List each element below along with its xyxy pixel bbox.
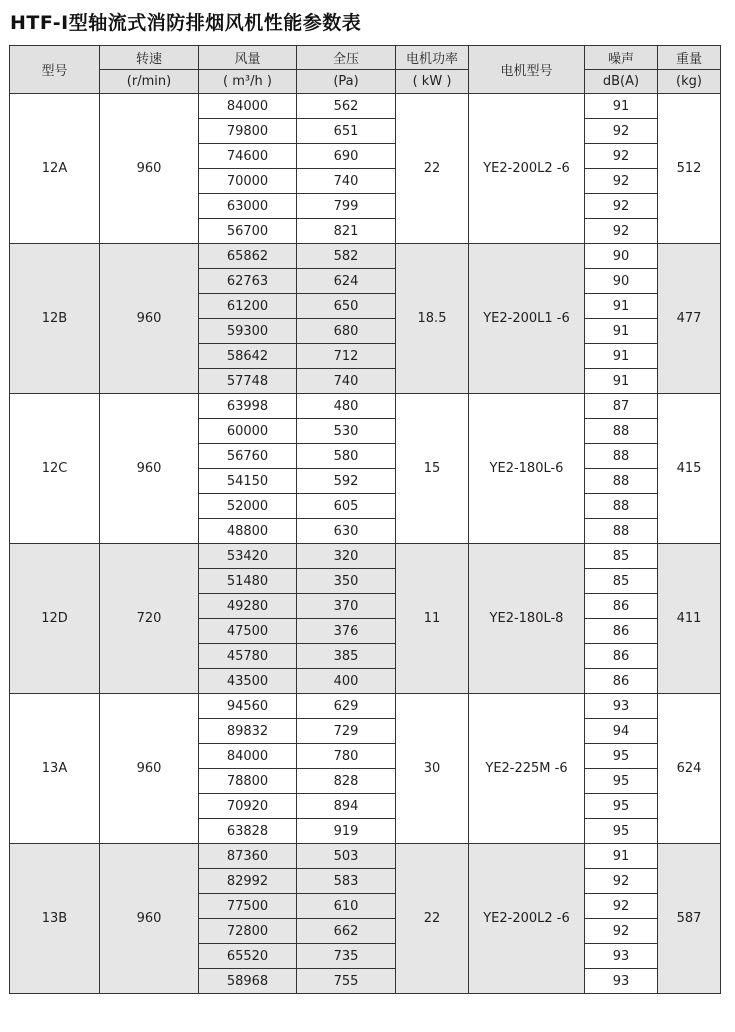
table-header — [10, 46, 721, 94]
cell-noise: 93 — [585, 694, 658, 719]
cell-speed: 960 — [100, 844, 199, 994]
cell-model: 12A — [10, 94, 100, 244]
cell-pressure: 630 — [297, 519, 396, 544]
cell-weight: 512 — [658, 94, 721, 244]
cell-power: 22 — [396, 94, 469, 244]
cell-speed: 720 — [100, 544, 199, 694]
cell-pressure: 376 — [297, 619, 396, 644]
cell-speed: 960 — [100, 394, 199, 544]
header-noise: 噪声 — [585, 46, 658, 70]
cell-noise: 91 — [585, 344, 658, 369]
table-row — [10, 394, 721, 419]
cell-airflow: 70000 — [199, 169, 297, 194]
header-pressure: 全压 — [297, 46, 396, 70]
cell-noise: 92 — [585, 894, 658, 919]
cell-motor: YE2-225M -6 — [469, 694, 585, 844]
cell-airflow: 48800 — [199, 519, 297, 544]
cell-noise: 91 — [585, 319, 658, 344]
cell-airflow: 56760 — [199, 444, 297, 469]
cell-pressure: 662 — [297, 919, 396, 944]
cell-airflow: 77500 — [199, 894, 297, 919]
cell-motor: YE2-200L2 -6 — [469, 844, 585, 994]
cell-pressure: 740 — [297, 369, 396, 394]
cell-noise: 85 — [585, 569, 658, 594]
cell-pressure: 370 — [297, 594, 396, 619]
cell-airflow: 74600 — [199, 144, 297, 169]
cell-noise: 92 — [585, 219, 658, 244]
cell-airflow: 94560 — [199, 694, 297, 719]
cell-pressure: 582 — [297, 244, 396, 269]
table-row — [10, 544, 721, 569]
cell-power: 18.5 — [396, 244, 469, 394]
cell-airflow: 63828 — [199, 819, 297, 844]
cell-airflow: 52000 — [199, 494, 297, 519]
cell-pressure: 583 — [297, 869, 396, 894]
cell-pressure: 320 — [297, 544, 396, 569]
cell-weight: 624 — [658, 694, 721, 844]
cell-pressure: 562 — [297, 94, 396, 119]
table-row — [10, 694, 721, 719]
cell-motor: YE2-200L1 -6 — [469, 244, 585, 394]
cell-speed: 960 — [100, 244, 199, 394]
cell-pressure: 610 — [297, 894, 396, 919]
cell-pressure: 350 — [297, 569, 396, 594]
cell-noise: 91 — [585, 369, 658, 394]
cell-noise: 86 — [585, 594, 658, 619]
cell-airflow: 89832 — [199, 719, 297, 744]
cell-pressure: 780 — [297, 744, 396, 769]
cell-power: 11 — [396, 544, 469, 694]
cell-airflow: 63998 — [199, 394, 297, 419]
header-pressure-unit: (Pa) — [297, 70, 396, 94]
cell-model: 13B — [10, 844, 100, 994]
cell-pressure: 919 — [297, 819, 396, 844]
header-noise-unit: dB(A) — [585, 70, 658, 94]
cell-motor: YE2-180L-6 — [469, 394, 585, 544]
table-row — [10, 244, 721, 269]
cell-weight: 587 — [658, 844, 721, 994]
cell-airflow: 87360 — [199, 844, 297, 869]
cell-noise: 88 — [585, 419, 658, 444]
cell-airflow: 43500 — [199, 669, 297, 694]
cell-motor: YE2-200L2 -6 — [469, 94, 585, 244]
cell-airflow: 62763 — [199, 269, 297, 294]
cell-pressure: 729 — [297, 719, 396, 744]
performance-table — [9, 45, 721, 994]
header-airflow-unit: ( m³/h ) — [199, 70, 297, 94]
cell-model: 12C — [10, 394, 100, 544]
cell-airflow: 56700 — [199, 219, 297, 244]
cell-airflow: 54150 — [199, 469, 297, 494]
cell-airflow: 59300 — [199, 319, 297, 344]
cell-noise: 92 — [585, 144, 658, 169]
cell-power: 15 — [396, 394, 469, 544]
cell-noise: 91 — [585, 844, 658, 869]
cell-noise: 92 — [585, 194, 658, 219]
cell-motor: YE2-180L-8 — [469, 544, 585, 694]
cell-weight: 477 — [658, 244, 721, 394]
cell-pressure: 480 — [297, 394, 396, 419]
cell-airflow: 70920 — [199, 794, 297, 819]
page-title: HTF-Ⅰ型轴流式消防排烟风机性能参数表 — [10, 12, 362, 34]
cell-pressure: 650 — [297, 294, 396, 319]
header-model: 型号 — [10, 46, 100, 94]
cell-airflow: 57748 — [199, 369, 297, 394]
cell-noise: 88 — [585, 469, 658, 494]
cell-airflow: 82992 — [199, 869, 297, 894]
cell-noise: 85 — [585, 544, 658, 569]
cell-pressure: 503 — [297, 844, 396, 869]
cell-airflow: 51480 — [199, 569, 297, 594]
cell-pressure: 385 — [297, 644, 396, 669]
cell-airflow: 58642 — [199, 344, 297, 369]
cell-pressure: 592 — [297, 469, 396, 494]
cell-noise: 94 — [585, 719, 658, 744]
cell-model: 12D — [10, 544, 100, 694]
cell-pressure: 735 — [297, 944, 396, 969]
cell-noise: 90 — [585, 269, 658, 294]
cell-noise: 88 — [585, 519, 658, 544]
header-speed-unit: (r/min) — [100, 70, 199, 94]
cell-speed: 960 — [100, 94, 199, 244]
cell-noise: 93 — [585, 944, 658, 969]
cell-pressure: 821 — [297, 219, 396, 244]
cell-pressure: 624 — [297, 269, 396, 294]
cell-noise: 90 — [585, 244, 658, 269]
cell-noise: 95 — [585, 769, 658, 794]
cell-airflow: 53420 — [199, 544, 297, 569]
cell-noise: 86 — [585, 619, 658, 644]
cell-pressure: 755 — [297, 969, 396, 994]
cell-pressure: 712 — [297, 344, 396, 369]
cell-airflow: 47500 — [199, 619, 297, 644]
header-motor: 电机型号 — [469, 46, 585, 94]
cell-noise: 92 — [585, 169, 658, 194]
header-power: 电机功率 — [396, 46, 469, 70]
cell-airflow: 65862 — [199, 244, 297, 269]
cell-airflow: 63000 — [199, 194, 297, 219]
cell-pressure: 400 — [297, 669, 396, 694]
cell-pressure: 799 — [297, 194, 396, 219]
cell-airflow: 84000 — [199, 94, 297, 119]
cell-model: 13A — [10, 694, 100, 844]
cell-weight: 411 — [658, 544, 721, 694]
cell-noise: 91 — [585, 294, 658, 319]
cell-noise: 92 — [585, 869, 658, 894]
cell-power: 22 — [396, 844, 469, 994]
cell-weight: 415 — [658, 394, 721, 544]
cell-speed: 960 — [100, 694, 199, 844]
header-speed: 转速 — [100, 46, 199, 70]
cell-noise: 93 — [585, 969, 658, 994]
cell-pressure: 740 — [297, 169, 396, 194]
cell-noise: 88 — [585, 494, 658, 519]
cell-power: 30 — [396, 694, 469, 844]
cell-airflow: 49280 — [199, 594, 297, 619]
cell-noise: 88 — [585, 444, 658, 469]
cell-noise: 91 — [585, 94, 658, 119]
cell-noise: 95 — [585, 744, 658, 769]
cell-noise: 92 — [585, 119, 658, 144]
cell-noise: 87 — [585, 394, 658, 419]
table-row — [10, 844, 721, 869]
cell-pressure: 680 — [297, 319, 396, 344]
cell-noise: 86 — [585, 669, 658, 694]
cell-pressure: 651 — [297, 119, 396, 144]
table-row — [10, 94, 721, 119]
cell-airflow: 78800 — [199, 769, 297, 794]
header-weight: 重量 — [658, 46, 721, 70]
cell-noise: 95 — [585, 819, 658, 844]
cell-airflow: 61200 — [199, 294, 297, 319]
cell-airflow: 72800 — [199, 919, 297, 944]
header-weight-unit: (kg) — [658, 70, 721, 94]
cell-airflow: 84000 — [199, 744, 297, 769]
cell-pressure: 629 — [297, 694, 396, 719]
cell-airflow: 58968 — [199, 969, 297, 994]
cell-pressure: 690 — [297, 144, 396, 169]
table-body — [10, 94, 721, 994]
cell-pressure: 580 — [297, 444, 396, 469]
cell-model: 12B — [10, 244, 100, 394]
cell-noise: 92 — [585, 919, 658, 944]
cell-airflow: 45780 — [199, 644, 297, 669]
cell-airflow: 79800 — [199, 119, 297, 144]
cell-noise: 86 — [585, 644, 658, 669]
cell-airflow: 60000 — [199, 419, 297, 444]
cell-noise: 95 — [585, 794, 658, 819]
cell-pressure: 530 — [297, 419, 396, 444]
cell-pressure: 894 — [297, 794, 396, 819]
cell-airflow: 65520 — [199, 944, 297, 969]
cell-pressure: 828 — [297, 769, 396, 794]
cell-pressure: 605 — [297, 494, 396, 519]
header-power-unit: ( kW ) — [396, 70, 469, 94]
header-airflow: 风量 — [199, 46, 297, 70]
